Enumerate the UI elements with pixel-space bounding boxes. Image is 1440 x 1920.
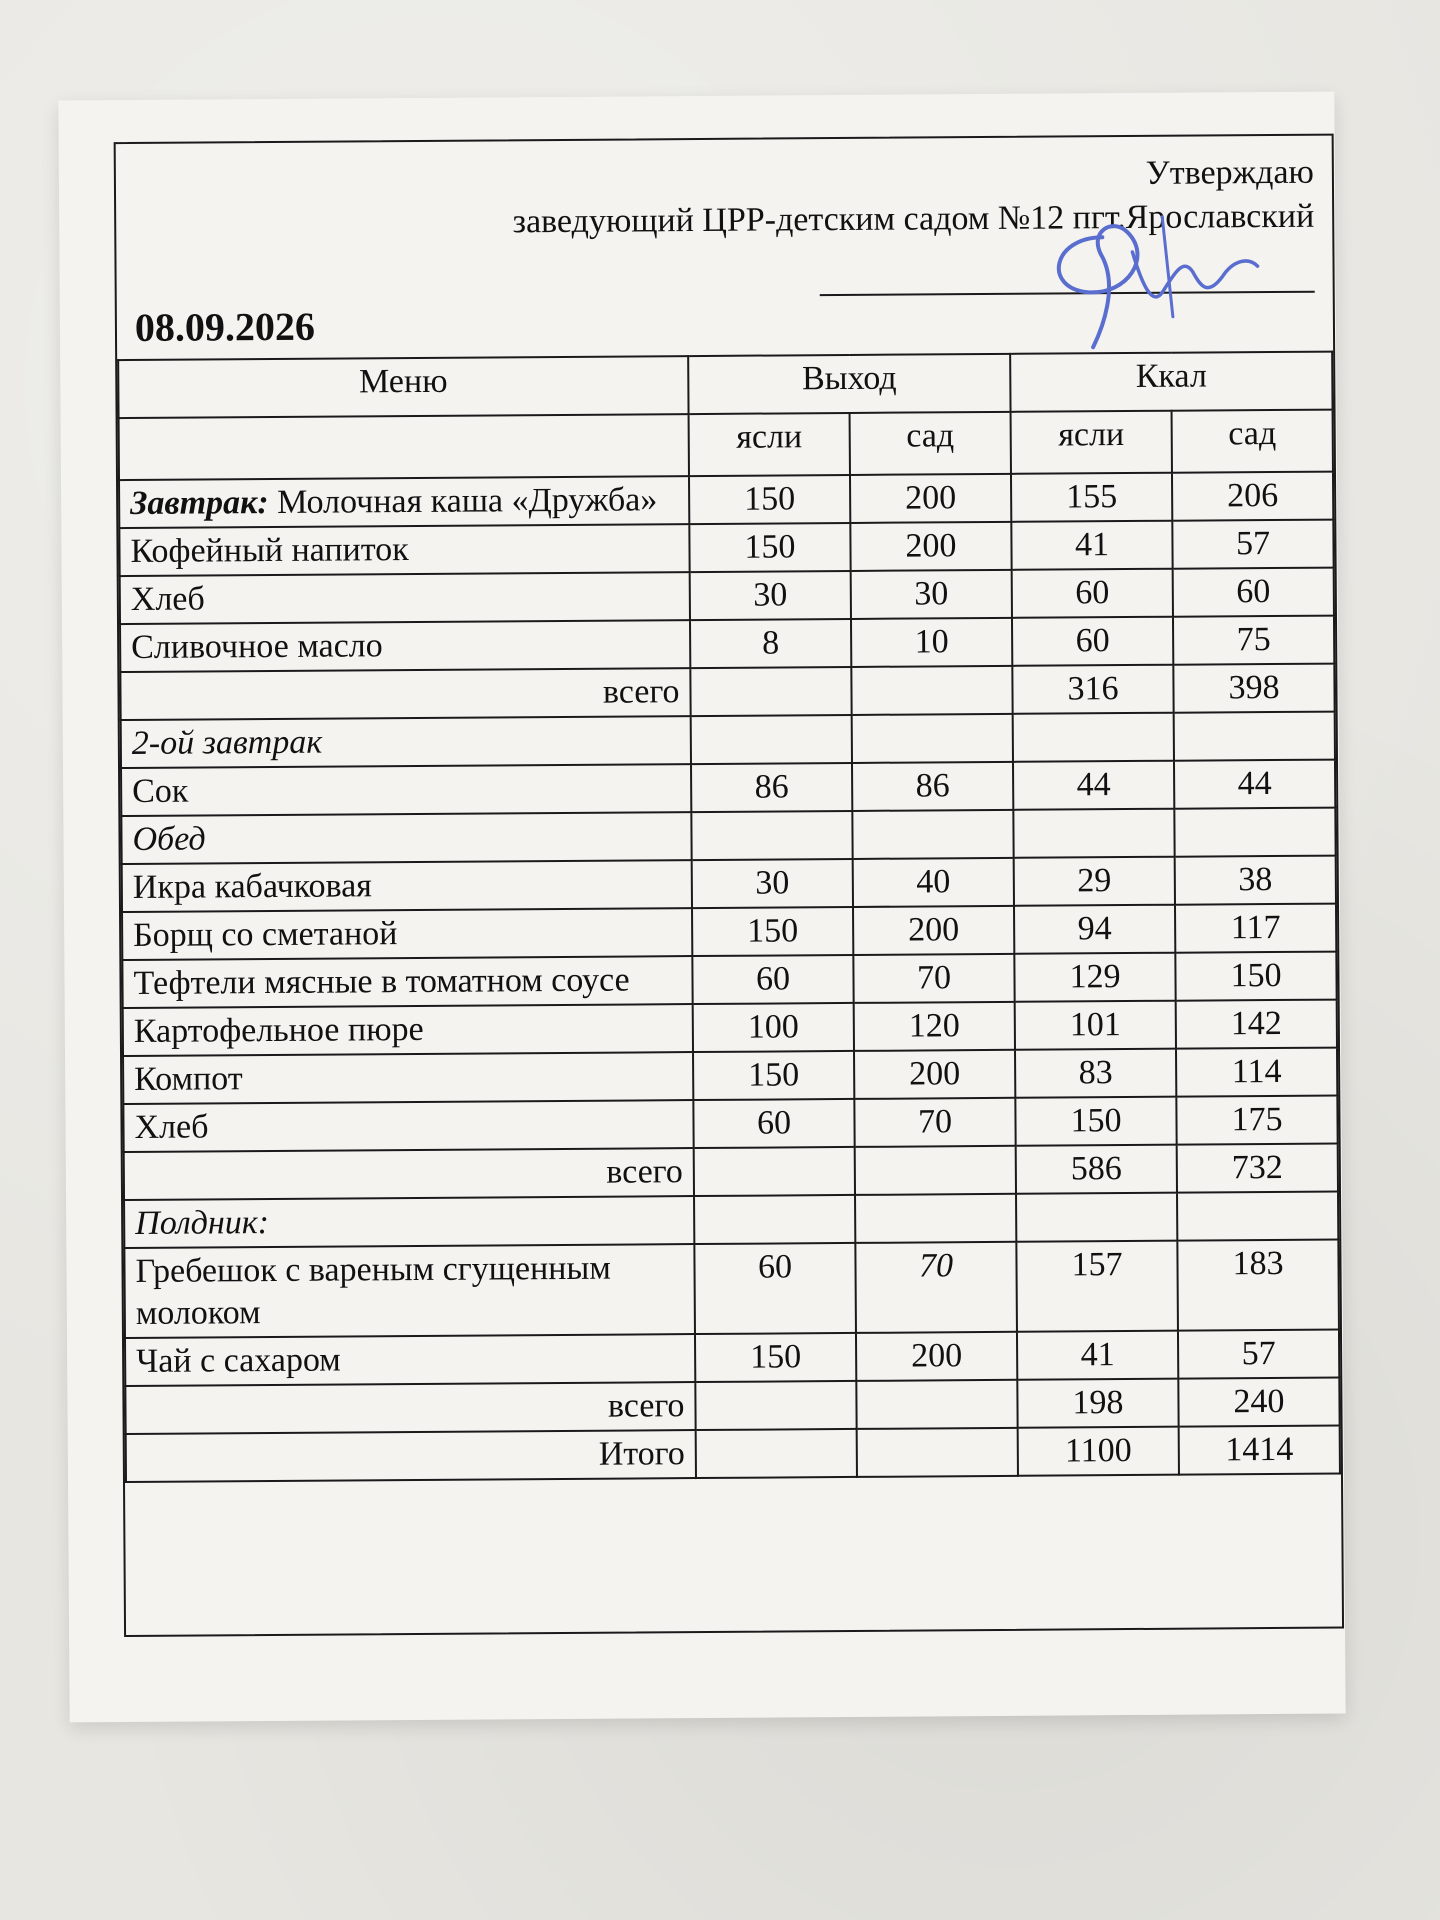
table-subheader-row	[119, 410, 1333, 480]
dish-name: Тефтели мясные в томатном соусе	[122, 956, 692, 1008]
subtotal-kcal-nursery: 198	[1017, 1379, 1178, 1428]
table-row	[120, 568, 1334, 624]
output-garden: 200	[850, 474, 1011, 523]
empty-cell	[856, 1380, 1017, 1429]
dish-name: Чай с сахаром	[125, 1334, 695, 1386]
subheader-kcal-garden: сад	[1172, 410, 1333, 473]
table-row	[123, 1048, 1337, 1104]
empty-cell	[852, 714, 1013, 763]
kcal-garden: 117	[1175, 904, 1336, 953]
subtotal-row	[120, 664, 1334, 720]
empty-cell	[852, 810, 1013, 859]
output-nursery: 150	[689, 475, 850, 524]
section-row	[124, 1192, 1338, 1248]
kcal-nursery: 41	[1011, 521, 1172, 570]
kcal-garden: 114	[1176, 1048, 1337, 1097]
empty-cell	[694, 1195, 855, 1244]
table-row	[124, 1240, 1339, 1338]
output-garden: 70	[853, 954, 1014, 1003]
empty-cell	[1013, 809, 1174, 858]
kcal-garden: 57	[1172, 520, 1333, 569]
table-row	[120, 616, 1334, 672]
kcal-garden: 183	[1177, 1240, 1339, 1331]
subheader-output-garden: сад	[850, 412, 1011, 475]
output-garden: 10	[851, 618, 1012, 667]
subtotal-kcal-garden: 398	[1173, 664, 1334, 713]
subtotal-row	[124, 1144, 1338, 1200]
column-header-menu: Меню	[118, 356, 688, 418]
dish-name-text: Молочная каша «Дружба»	[277, 481, 658, 521]
section-row	[121, 712, 1335, 768]
table-row	[122, 904, 1336, 960]
signature-icon	[1032, 196, 1263, 358]
empty-cell	[1174, 808, 1335, 857]
kcal-nursery: 94	[1014, 905, 1175, 954]
subheader-empty	[119, 414, 689, 480]
output-nursery: 60	[692, 955, 853, 1004]
output-nursery: 30	[692, 859, 853, 908]
kcal-nursery: 83	[1015, 1049, 1176, 1098]
grand-total-row	[126, 1426, 1340, 1482]
table-row	[122, 952, 1336, 1008]
output-nursery: 150	[693, 1051, 854, 1100]
dish-name: Компот	[123, 1052, 693, 1104]
kcal-nursery: 29	[1014, 857, 1175, 906]
dish-name	[119, 476, 689, 528]
empty-cell	[1016, 1193, 1177, 1242]
section-row	[121, 808, 1335, 864]
empty-cell	[1177, 1192, 1338, 1241]
subheader-output-nursery: ясли	[689, 413, 850, 476]
kcal-nursery: 60	[1012, 617, 1173, 666]
grand-total-label: Итого	[126, 1430, 696, 1482]
dish-name: Гребешок с вареным сгущенным молоком	[124, 1244, 695, 1338]
document-date: 08.09.2026	[134, 303, 316, 350]
kcal-nursery: 150	[1015, 1097, 1176, 1146]
kcal-garden: 60	[1173, 568, 1334, 617]
empty-cell	[696, 1429, 857, 1478]
output-garden: 40	[853, 858, 1014, 907]
output-nursery: 60	[693, 1099, 854, 1148]
subtotal-label: всего	[124, 1148, 694, 1200]
kcal-garden: 206	[1172, 472, 1333, 521]
output-garden: 200	[853, 906, 1014, 955]
dish-name: Сок	[121, 764, 691, 816]
output-nursery: 100	[693, 1003, 854, 1052]
subtotal-row	[125, 1378, 1339, 1434]
column-header-kcal: Ккал	[1010, 352, 1332, 412]
empty-cell	[855, 1194, 1016, 1243]
output-garden: 200	[850, 522, 1011, 571]
kcal-garden: 44	[1174, 760, 1335, 809]
section-title-breakfast: Завтрак:	[130, 484, 269, 522]
empty-cell	[691, 811, 852, 860]
dish-name: Хлеб	[123, 1100, 693, 1152]
output-nursery: 8	[690, 619, 851, 668]
table-header-row	[118, 352, 1332, 418]
table-row	[125, 1330, 1339, 1386]
subheader-kcal-nursery: ясли	[1011, 411, 1172, 474]
dish-name: Сливочное масло	[120, 620, 690, 672]
subtotal-kcal-garden: 732	[1177, 1144, 1338, 1193]
kcal-nursery: 155	[1011, 473, 1172, 522]
section-title-second-breakfast: 2-ой завтрак	[121, 716, 691, 768]
dish-name: Борщ со сметаной	[122, 908, 692, 960]
output-nursery: 150	[692, 907, 853, 956]
empty-cell	[695, 1381, 856, 1430]
output-garden: 200	[856, 1332, 1017, 1381]
output-nursery: 86	[691, 763, 852, 812]
column-header-output: Выход	[688, 354, 1010, 414]
subtotal-kcal-nursery: 316	[1012, 665, 1173, 714]
output-garden: 86	[852, 762, 1013, 811]
dish-name: Кофейный напиток	[119, 524, 689, 576]
approve-label: Утверждаю	[1145, 153, 1315, 192]
subtotal-kcal-nursery: 586	[1016, 1145, 1177, 1194]
kcal-garden: 150	[1175, 952, 1336, 1001]
kcal-garden: 57	[1178, 1330, 1339, 1379]
kcal-nursery: 44	[1013, 761, 1174, 810]
kcal-garden: 75	[1173, 616, 1334, 665]
kcal-nursery: 157	[1016, 1241, 1178, 1332]
empty-cell	[691, 715, 852, 764]
section-title-snack: Полдник:	[124, 1196, 694, 1248]
table-row	[123, 1096, 1337, 1152]
kcal-nursery: 60	[1012, 569, 1173, 618]
table-row	[123, 1000, 1337, 1056]
empty-cell	[690, 667, 851, 716]
subtotal-label: всего	[120, 668, 690, 720]
output-garden: 120	[854, 1002, 1015, 1051]
menu-table	[117, 351, 1341, 1483]
table-row	[119, 472, 1333, 528]
kcal-garden: 142	[1176, 1000, 1337, 1049]
table-row	[121, 760, 1335, 816]
kcal-nursery: 41	[1017, 1331, 1178, 1380]
output-garden: 70	[854, 1098, 1015, 1147]
empty-cell	[857, 1428, 1018, 1477]
organization-line: заведующий ЦРР-детским садом №12 пгт.Ярославский	[512, 197, 1315, 241]
empty-cell	[694, 1147, 855, 1196]
document-frame	[114, 134, 1344, 1637]
kcal-garden: 38	[1175, 856, 1336, 905]
table-row	[119, 520, 1333, 576]
kcal-garden: 175	[1176, 1096, 1337, 1145]
subtotal-kcal-garden: 240	[1178, 1378, 1339, 1427]
empty-cell	[851, 666, 1012, 715]
kcal-nursery: 129	[1014, 953, 1175, 1002]
empty-cell	[1174, 712, 1335, 761]
menu-sheet	[58, 92, 1345, 1723]
table-row	[122, 856, 1336, 912]
grand-total-kcal-garden: 1414	[1179, 1426, 1340, 1475]
output-garden: 30	[851, 570, 1012, 619]
output-nursery: 60	[694, 1243, 856, 1334]
subtotal-label: всего	[125, 1382, 695, 1434]
output-nursery: 30	[690, 571, 851, 620]
empty-cell	[855, 1146, 1016, 1195]
section-title-lunch: Обед	[121, 812, 691, 864]
dish-name: Картофельное пюре	[123, 1004, 693, 1056]
grand-total-kcal-nursery: 1100	[1018, 1427, 1179, 1476]
dish-name: Икра кабачковая	[122, 860, 692, 912]
output-nursery: 150	[695, 1333, 856, 1382]
empty-cell	[1013, 713, 1174, 762]
dish-name: Хлеб	[120, 572, 690, 624]
output-nursery: 150	[689, 523, 850, 572]
kcal-nursery: 101	[1015, 1001, 1176, 1050]
output-garden: 70	[855, 1242, 1017, 1333]
output-garden: 200	[854, 1050, 1015, 1099]
